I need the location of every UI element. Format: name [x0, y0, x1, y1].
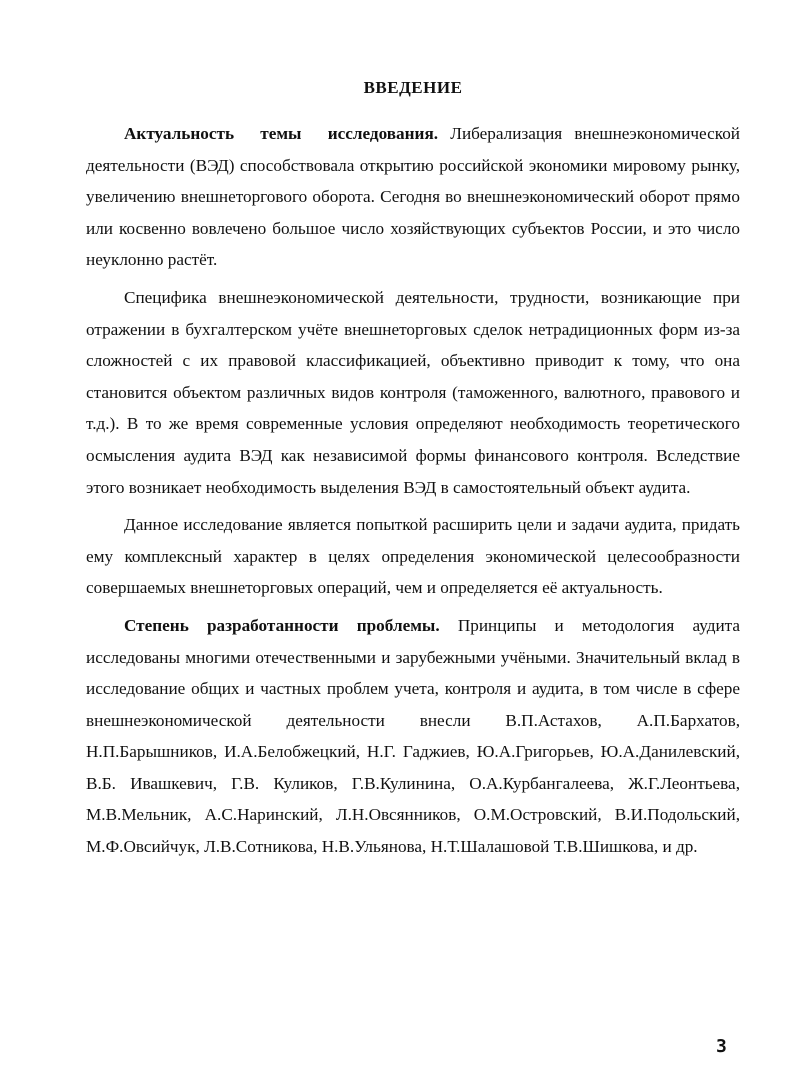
paragraph-specifics: [86, 282, 740, 503]
page-title: ВВЕДЕНИЕ: [363, 78, 463, 97]
paragraph-lead-relevance: Актуальность темы исследования.: [124, 124, 439, 143]
document-page: [86, 72, 740, 869]
paragraph-development-degree: [86, 610, 740, 863]
page-number: 3: [716, 1036, 727, 1057]
paragraph-text-development-degree: Принципы и методология аудита исследованы многими отечественными и зарубежными учёными. Значительный вклад в исследование общих и частных проблем учета, контроля и аудита, в том числе в сфере внешнеэкономической деятельности внесли В.П.Астахов, А.П.Бархатов, Н.П.Барышников, И.А.Белобжецкий, Н.Г. Гаджиев, Ю.А.Григорьев, Ю.А.Данилевский, В.Б. Ивашкевич, Г.В. Куликов, Г.В.Кулинина, О.А.Курбангалеева, Ж.Г.Леонтьева, М.В.Мельник, А.С.Наринский, Л.Н.Овсянников, О.М.Островский, В.И.Подольский, М.Ф.Овсийчук, Л.В.Сотникова, Н.В.Ульянова, Н.Т.Шалашовой Т.В.Шишкова, и др.: [86, 615, 741, 857]
paragraph-text-specifics: Специфика внешнеэкономической деятельности, трудности, возникающие при отражении в бухгалтерском учёте внешнеторговых сделок нетрадиционных форм из-за сложностей с их правовой классификацией, объективно приводит к тому, что она становится объектом различных видов контроля (таможенного, валютного, правового и т.д.). В то же время современные условия определяют необходимость теоретического осмысления аудита ВЭД как независимой формы финансового контроля. Вследствие этого возникает необходимость выделения ВЭД в самостоятельный объект аудита.: [86, 287, 740, 497]
paragraph-relevance: [86, 118, 740, 276]
paragraph-lead-development-degree: Степень разработанности проблемы.: [124, 615, 440, 635]
paragraph-text-purpose: Данное исследование является попыткой расширить цели и задачи аудита, придать ему комплексный характер в целях определения экономической целесообразности совершаемых внешнеторговых операций, чем и определяется её актуальность.: [86, 515, 740, 598]
paragraph-purpose: [86, 509, 740, 604]
paragraph-text-relevance: Либерализация внешнеэкономической деятельности (ВЭД) способствовала открытию российской экономики мировому рынку, увеличению внешнеторгового оборота. Сегодня во внешнеэкономический оборот прямо или косвенно вовлечено большое число хозяйствующих субъектов России, и это число неуклонно растёт.: [86, 124, 740, 270]
